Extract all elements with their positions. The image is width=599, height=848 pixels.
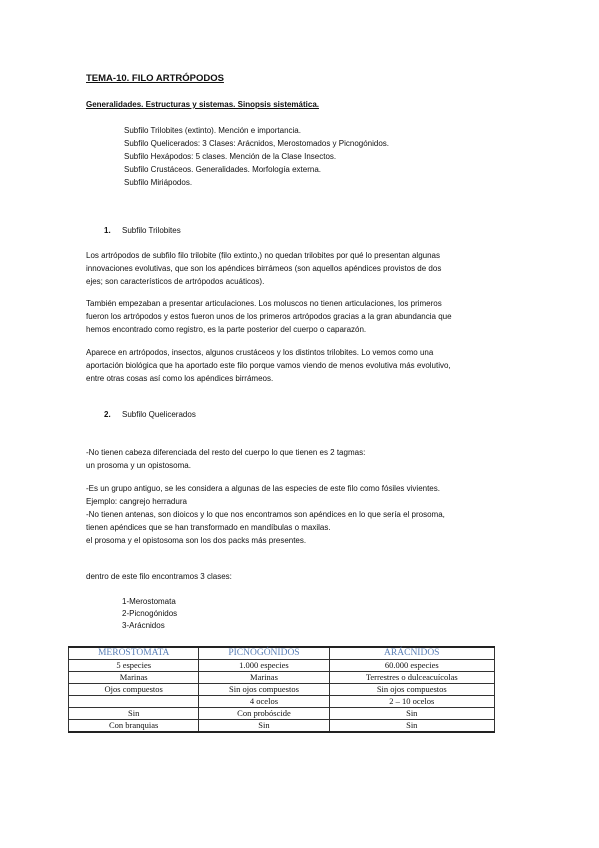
table-cell: Marinas <box>69 672 199 684</box>
table-row <box>69 696 495 708</box>
table-header: ARÁCNIDOS <box>329 647 494 660</box>
text-line: Ejemplo: cangrejo herradura <box>86 497 187 506</box>
table-row <box>69 672 495 684</box>
text-line: el prosoma y el opistosoma son los dos packs más presentes. <box>86 536 307 545</box>
text-line: aportación biológica que ha aportado este filo porque vamos viendo de menos evolutiva más evolutivo, <box>86 361 451 370</box>
classes-intro: dentro de este filo encontramos 3 clases: <box>86 572 232 581</box>
outline-item: Subfilo Hexápodos: 5 clases. Mención de la Clase Insectos. <box>124 152 337 161</box>
table-cell: Sin <box>329 720 494 733</box>
table-header: PICNOGÓNIDOS <box>199 647 329 660</box>
table-cell: 60.000 especies <box>329 660 494 672</box>
comparison-table <box>68 646 495 733</box>
text-line: fueron los artrópodos y estos fueron unos de los primeros artrópodos gracias a la gran abundancia que <box>86 312 452 321</box>
table-row <box>69 720 495 733</box>
text-line: -No tienen antenas, son dioicos y lo que nos encontramos son apéndices en lo que sería el prosoma, <box>86 510 445 519</box>
text-line: ejes; son característicos de artrópodos acuáticos). <box>86 277 265 286</box>
text-line: Aparece en artrópodos, insectos, algunos crustáceos y los distintos trilobites. Lo vemos como una <box>86 348 434 357</box>
table-header: MEROSTOMATA <box>69 647 199 660</box>
table-cell: 1.000 especies <box>199 660 329 672</box>
table-header-row <box>69 647 495 660</box>
table-cell: 4 ocelos <box>199 696 329 708</box>
table-cell: Sin <box>329 708 494 720</box>
table-cell: Ojos compuestos <box>69 684 199 696</box>
class-item: 2-Picnogónidos <box>122 609 178 618</box>
table-cell <box>69 696 199 708</box>
table-cell: Sin <box>69 708 199 720</box>
table-cell: Marinas <box>199 672 329 684</box>
table-cell: Con branquias <box>69 720 199 733</box>
text-line: un prosoma y un opistosoma. <box>86 461 191 470</box>
table-row <box>69 660 495 672</box>
text-line: hemos encontrado como registro, es la parte posterior del cuerpo o caparazón. <box>86 325 367 334</box>
text-line: -Es un grupo antiguo, se les considera a algunas de las especies de este filo como fósiles vivientes. <box>86 484 440 493</box>
section2-heading: Subfilo Quelicerados <box>122 410 196 419</box>
text-line: También empezaban a presentar articulaciones. Los moluscos no tienen articulaciones, los primeros <box>86 299 442 308</box>
text-line: tienen apéndices que se han transformado en mandíbulas o maxilas. <box>86 523 331 532</box>
outline-item: Subfilo Miriápodos. <box>124 178 193 187</box>
page-subtitle: Generalidades. Estructuras y sistemas. Sinopsis sistemática. <box>86 100 319 109</box>
section1-heading: Subfilo Trilobites <box>122 226 181 235</box>
text-line: innovaciones evolutivas, que son los apéndices birrámeos (son aquellos apéndices provistos de dos <box>86 264 442 273</box>
class-item: 1-Merostomata <box>122 597 176 606</box>
class-item: 3-Arácnidos <box>122 621 165 630</box>
table-cell: Con probóscide <box>199 708 329 720</box>
section2-number: 2. <box>104 410 111 419</box>
table-cell: Sin <box>199 720 329 733</box>
table-cell: 2 – 10 ocelos <box>329 696 494 708</box>
section1-number: 1. <box>104 226 111 235</box>
table-cell: Terrestres o dulceacuícolas <box>329 672 494 684</box>
table-cell: 5 especies <box>69 660 199 672</box>
text-line: entre otras cosas así como los apéndices birrámeos. <box>86 374 274 383</box>
text-line: -No tienen cabeza diferenciada del resto del cuerpo lo que tienen es 2 tagmas: <box>86 448 366 457</box>
outline-item: Subfilo Crustáceos. Generalidades. Morfología externa. <box>124 165 321 174</box>
table-row <box>69 684 495 696</box>
text-line: Los artrópodos de subfilo filo trilobite (filo extinto,) no quedan trilobites por qué lo presentan algunas <box>86 251 440 260</box>
table-row <box>69 708 495 720</box>
table-cell: Sin ojos compuestos <box>199 684 329 696</box>
table-cell: Sin ojos compuestos <box>329 684 494 696</box>
outline-item: Subfilo Quelicerados: 3 Clases: Arácnidos, Merostomados y Picnogónidos. <box>124 139 390 148</box>
outline-item: Subfilo Trilobites (extinto). Mención e importancia. <box>124 126 301 135</box>
page-title: TEMA-10. FILO ARTRÓPODOS <box>86 73 224 84</box>
